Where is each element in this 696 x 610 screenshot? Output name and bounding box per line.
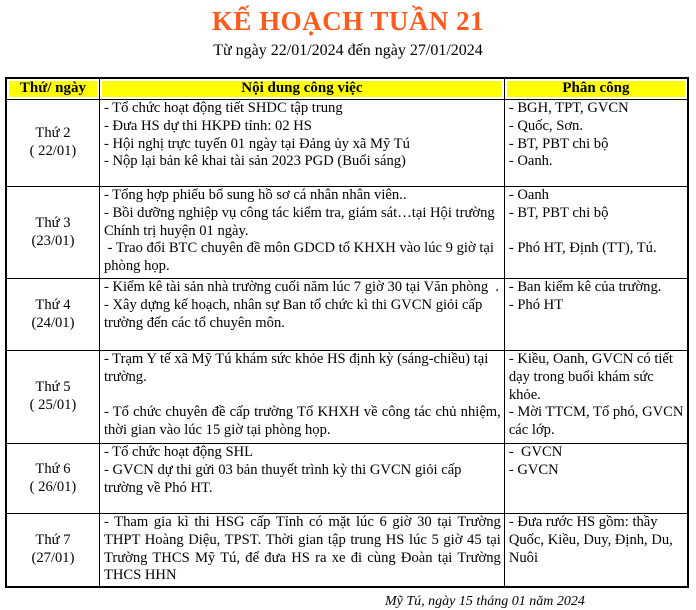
assign-item: - GVCN [508,444,563,460]
assign-item: - BT, PBT chi bộ [508,204,609,221]
assign-item: - BGH, TPT, GVCN [508,100,629,116]
content-item: - Trao đổi BTC chuyên đề môn GDCD tổ KHXH vào lúc 9 giờ tại phòng họp. [103,240,498,275]
day-cell [6,279,99,351]
table-row [6,187,688,279]
content-item: - Xây dựng kế hoạch, nhân sự Ban tổ chức kì thi GVCN giỏi cấp trường đến các tổ chuyên môn. [103,296,483,331]
day-label: Thứ 7 [35,531,71,548]
assign-item: - Kiều, Oanh, GVCN có tiết dạy trong buổi khám sức khỏe. [508,351,673,403]
day-cell [6,100,99,187]
day-cell [6,444,99,514]
day-label: Thứ 5 [35,379,71,396]
content-cell [99,351,504,444]
header-day: Thứ/ ngày [6,78,99,100]
content-item: - Tổ chức hoạt động SHL [103,444,254,460]
content-item: - Tổ chức hoạt động tiết SHDC tập trung [103,100,343,116]
content-cell [99,514,504,587]
assign-item: - Mời TTCM, Tổ phó, GVCN các lớp. [508,404,684,439]
assign-cell [504,100,688,187]
assign-item: - Quốc, Sơn. [508,117,584,134]
weekly-plan-table [5,77,689,588]
content-cell [99,187,504,279]
day-label: Thứ 6 [35,460,71,477]
day-date: ( 25/01) [29,397,77,413]
day-date: (27/01) [31,549,75,566]
content-item: - Tham gia kì thi HSG cấp Tỉnh có mặt lúc 6 giờ 30 tại Trường THPT Hoàng Diệu, TPST. Thời gian tập trung HS lúc 5 giờ 45 tại Trường THCS Mỹ Tú, để đưa HS ra xe đi cùng Đoàn tại Trường THCS HHN [103,514,501,584]
table-row [6,351,688,444]
header-assign: Phân công [504,78,688,100]
day-label: Thứ 2 [35,125,71,142]
content-item: - GVCN dự thi gửi 03 bản thuyết trình kỳ thi GVCN giỏi cấp trường về Phó HT. [103,461,462,496]
table-row [6,279,688,351]
table-row [6,100,688,187]
assign-cell [504,279,688,351]
day-label: Thứ 3 [35,214,71,231]
assign-item: - Oanh [508,187,549,203]
content-item: - Kiểm kê tài sản nhà trường cuối năm lúc 7 giờ 30 tại Văn phòng . [103,279,500,295]
content-item: - Đưa HS dự thi HKPĐ tỉnh: 02 HS [103,117,312,134]
assign-cell [504,351,688,444]
assign-item: - BT, PBT chi bộ [508,135,609,152]
assign-item: - Ban kiểm kê của trường. [508,279,662,295]
assign-item: - GVCN [508,461,559,478]
content-item: - Tổng hợp phiếu bổ sung hồ sơ cá nhân nhân viên.. [103,187,407,203]
assign-item: - Đưa rước HS gồm: thầy Quốc, Kiều, Duy, Định, Du, Nuôi [508,514,673,566]
day-cell [6,187,99,279]
day-date: (23/01) [31,232,75,249]
table-row [6,514,688,587]
day-date: (24/01) [31,314,75,331]
signature-date-line: Mỹ Tú, ngày 15 tháng 01 năm 2024 [385,594,585,609]
assign-item: - Oanh. [508,153,553,170]
content-item: - Tổ chức chuyên đề cấp trường Tổ KHXH về công tác chủ nhiệm, thời gian vào lúc 15 giờ tại phòng họp. [103,404,501,439]
table-header-row [6,78,688,100]
day-date: ( 22/01) [29,143,77,159]
content-item: - Bồi dưỡng nghiệp vụ công tác kiểm tra, giám sát…tại Hội trường Chính trị huyện 01 ngày. [103,204,495,239]
page-title: KẾ HOẠCH TUẦN 21 [211,6,485,36]
content-cell [99,100,504,187]
assign-cell [504,514,688,587]
content-item: - Nộp lại bản kê khai tài sản 2023 PGD (Buổi sáng) [103,153,406,170]
page-subtitle: Từ ngày 22/01/2024 đến ngày 27/01/2024 [213,42,483,59]
content-cell [99,279,504,351]
table-row [6,444,688,514]
content-item: - Trạm Y tế xã Mỹ Tú khám sức khỏe HS định kỳ (sáng-chiều) tại trường. [103,351,489,385]
assign-cell [504,444,688,514]
header-content: Nội dung công việc [99,78,504,100]
day-cell [6,514,99,587]
assign-item: - Phó HT, Định (TT), Tú. [508,240,657,257]
day-date: ( 26/01) [29,478,77,495]
content-item: - Hội nghị trực tuyến 01 ngày tại Đảng ủy xã Mỹ Tú [103,135,410,152]
day-label: Thứ 4 [35,296,71,313]
content-cell [99,444,504,514]
assign-item: - Phó HT [508,296,564,313]
assign-cell [504,187,688,279]
day-cell [6,351,99,444]
